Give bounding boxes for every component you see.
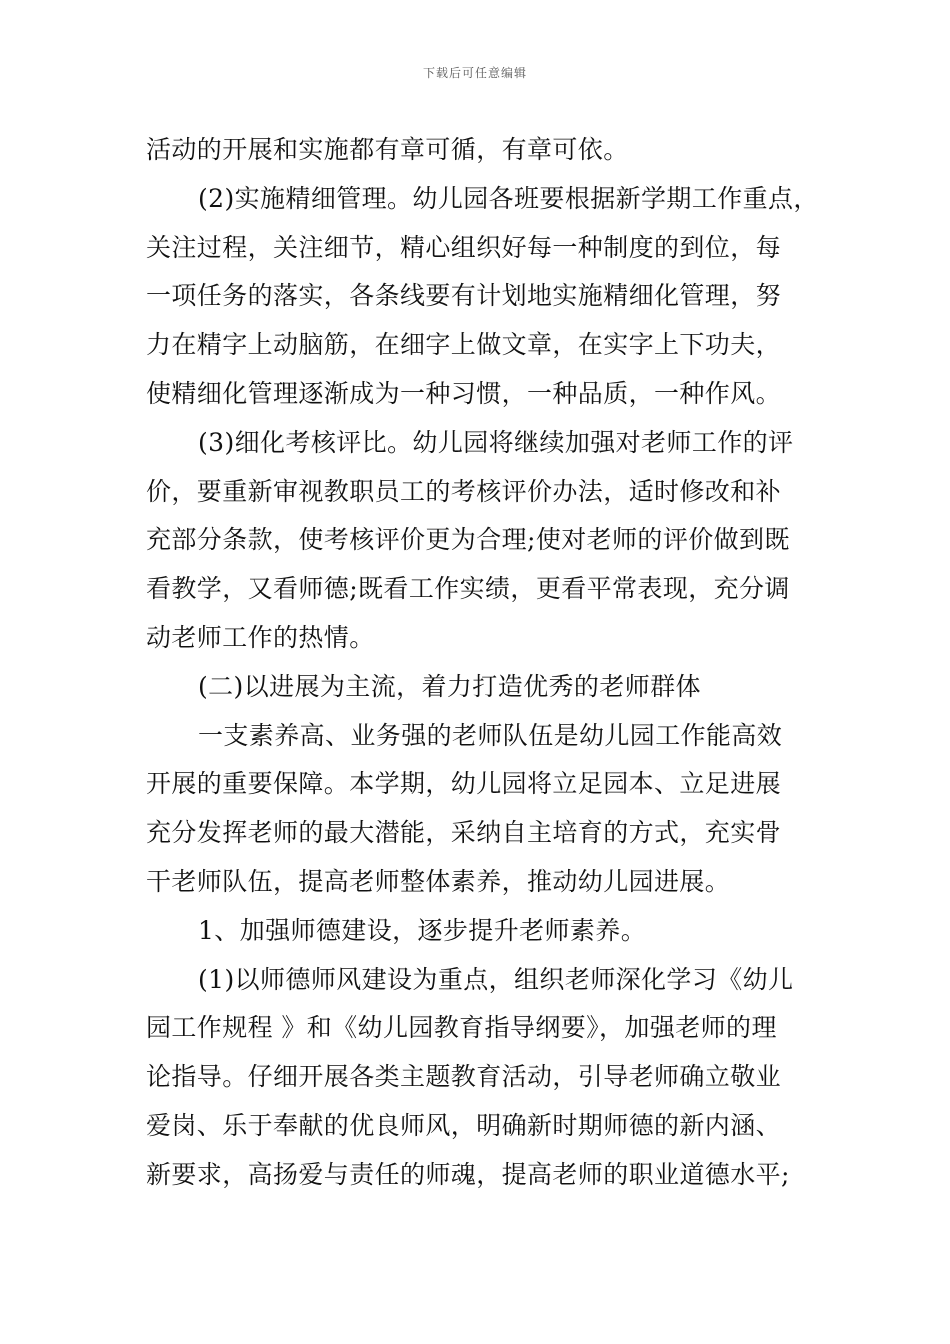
text-line: 一支素养高、业务强的老师队伍是幼儿园工作能高效 [198,720,783,750]
text-line: 关注过程，关注细节，精心组织好每一种制度的到位，每 [146,232,782,262]
text-line: 动老师工作的热情。 [146,622,375,652]
text-line: 看教学，又看师德;既看工作实绩，更看平常表现，充分调 [146,574,790,604]
text-line: 活动的开展和实施都有章可循，有章可依。 [146,135,629,164]
text-line: 爱岗、乐于奉献的优良师风，明确新时期师德的新内涵、 [146,1110,782,1140]
text-line: 园工作规程 》和《幼儿园教育指导纲要》，加强老师的理 [146,1013,777,1043]
text-line: (3)细化考核评比。幼儿园将继续加强对老师工作的评 [198,427,794,457]
header-note: 下载后可任意编辑 [422,66,527,80]
text-line: 充部分条款，使考核评价更为合理;使对老师的评价做到既 [146,525,790,555]
text-line: 力在精字上动脑筋，在细字上做文章，在实字上下功夫， [146,330,782,360]
text-line: 充分发挥老师的最大潜能，采纳自主培育的方式，充实骨 [146,818,782,848]
text-line: 使精细化管理逐渐成为一种习惯，一种品质，一种作风。 [146,378,782,408]
text-line: 价，要重新审视教职员工的考核评价办法，适时修改和补 [146,476,782,506]
text-line: (2)实施精细管理。幼儿园各班要根据新学期工作重点， [198,183,819,213]
text-line: 论指导。仔细开展各类主题教育活动，引导老师确立敬业 [146,1062,782,1092]
text-line: (1)以师德师风建设为重点，组织老师深化学习《幼儿 [198,964,794,994]
text-line: 干老师队伍，提高老师整体素养，推动幼儿园进展。 [146,866,731,896]
text-line: 一项任务的落实，各条线要有计划地实施精细化管理，努 [146,281,782,311]
text-line: 新要求，高扬爱与责任的师魂，提高老师的职业道德水平; [146,1159,790,1189]
section-heading: (二)以进展为主流，着力打造优秀的老师群体 [198,671,701,701]
document-body [146,126,836,1200]
text-line: 开展的重要保障。本学期，幼儿园将立足园本、立足进展 [146,769,782,799]
subsection-heading: 1、加强师德建设，逐步提升老师素养。 [198,915,647,945]
